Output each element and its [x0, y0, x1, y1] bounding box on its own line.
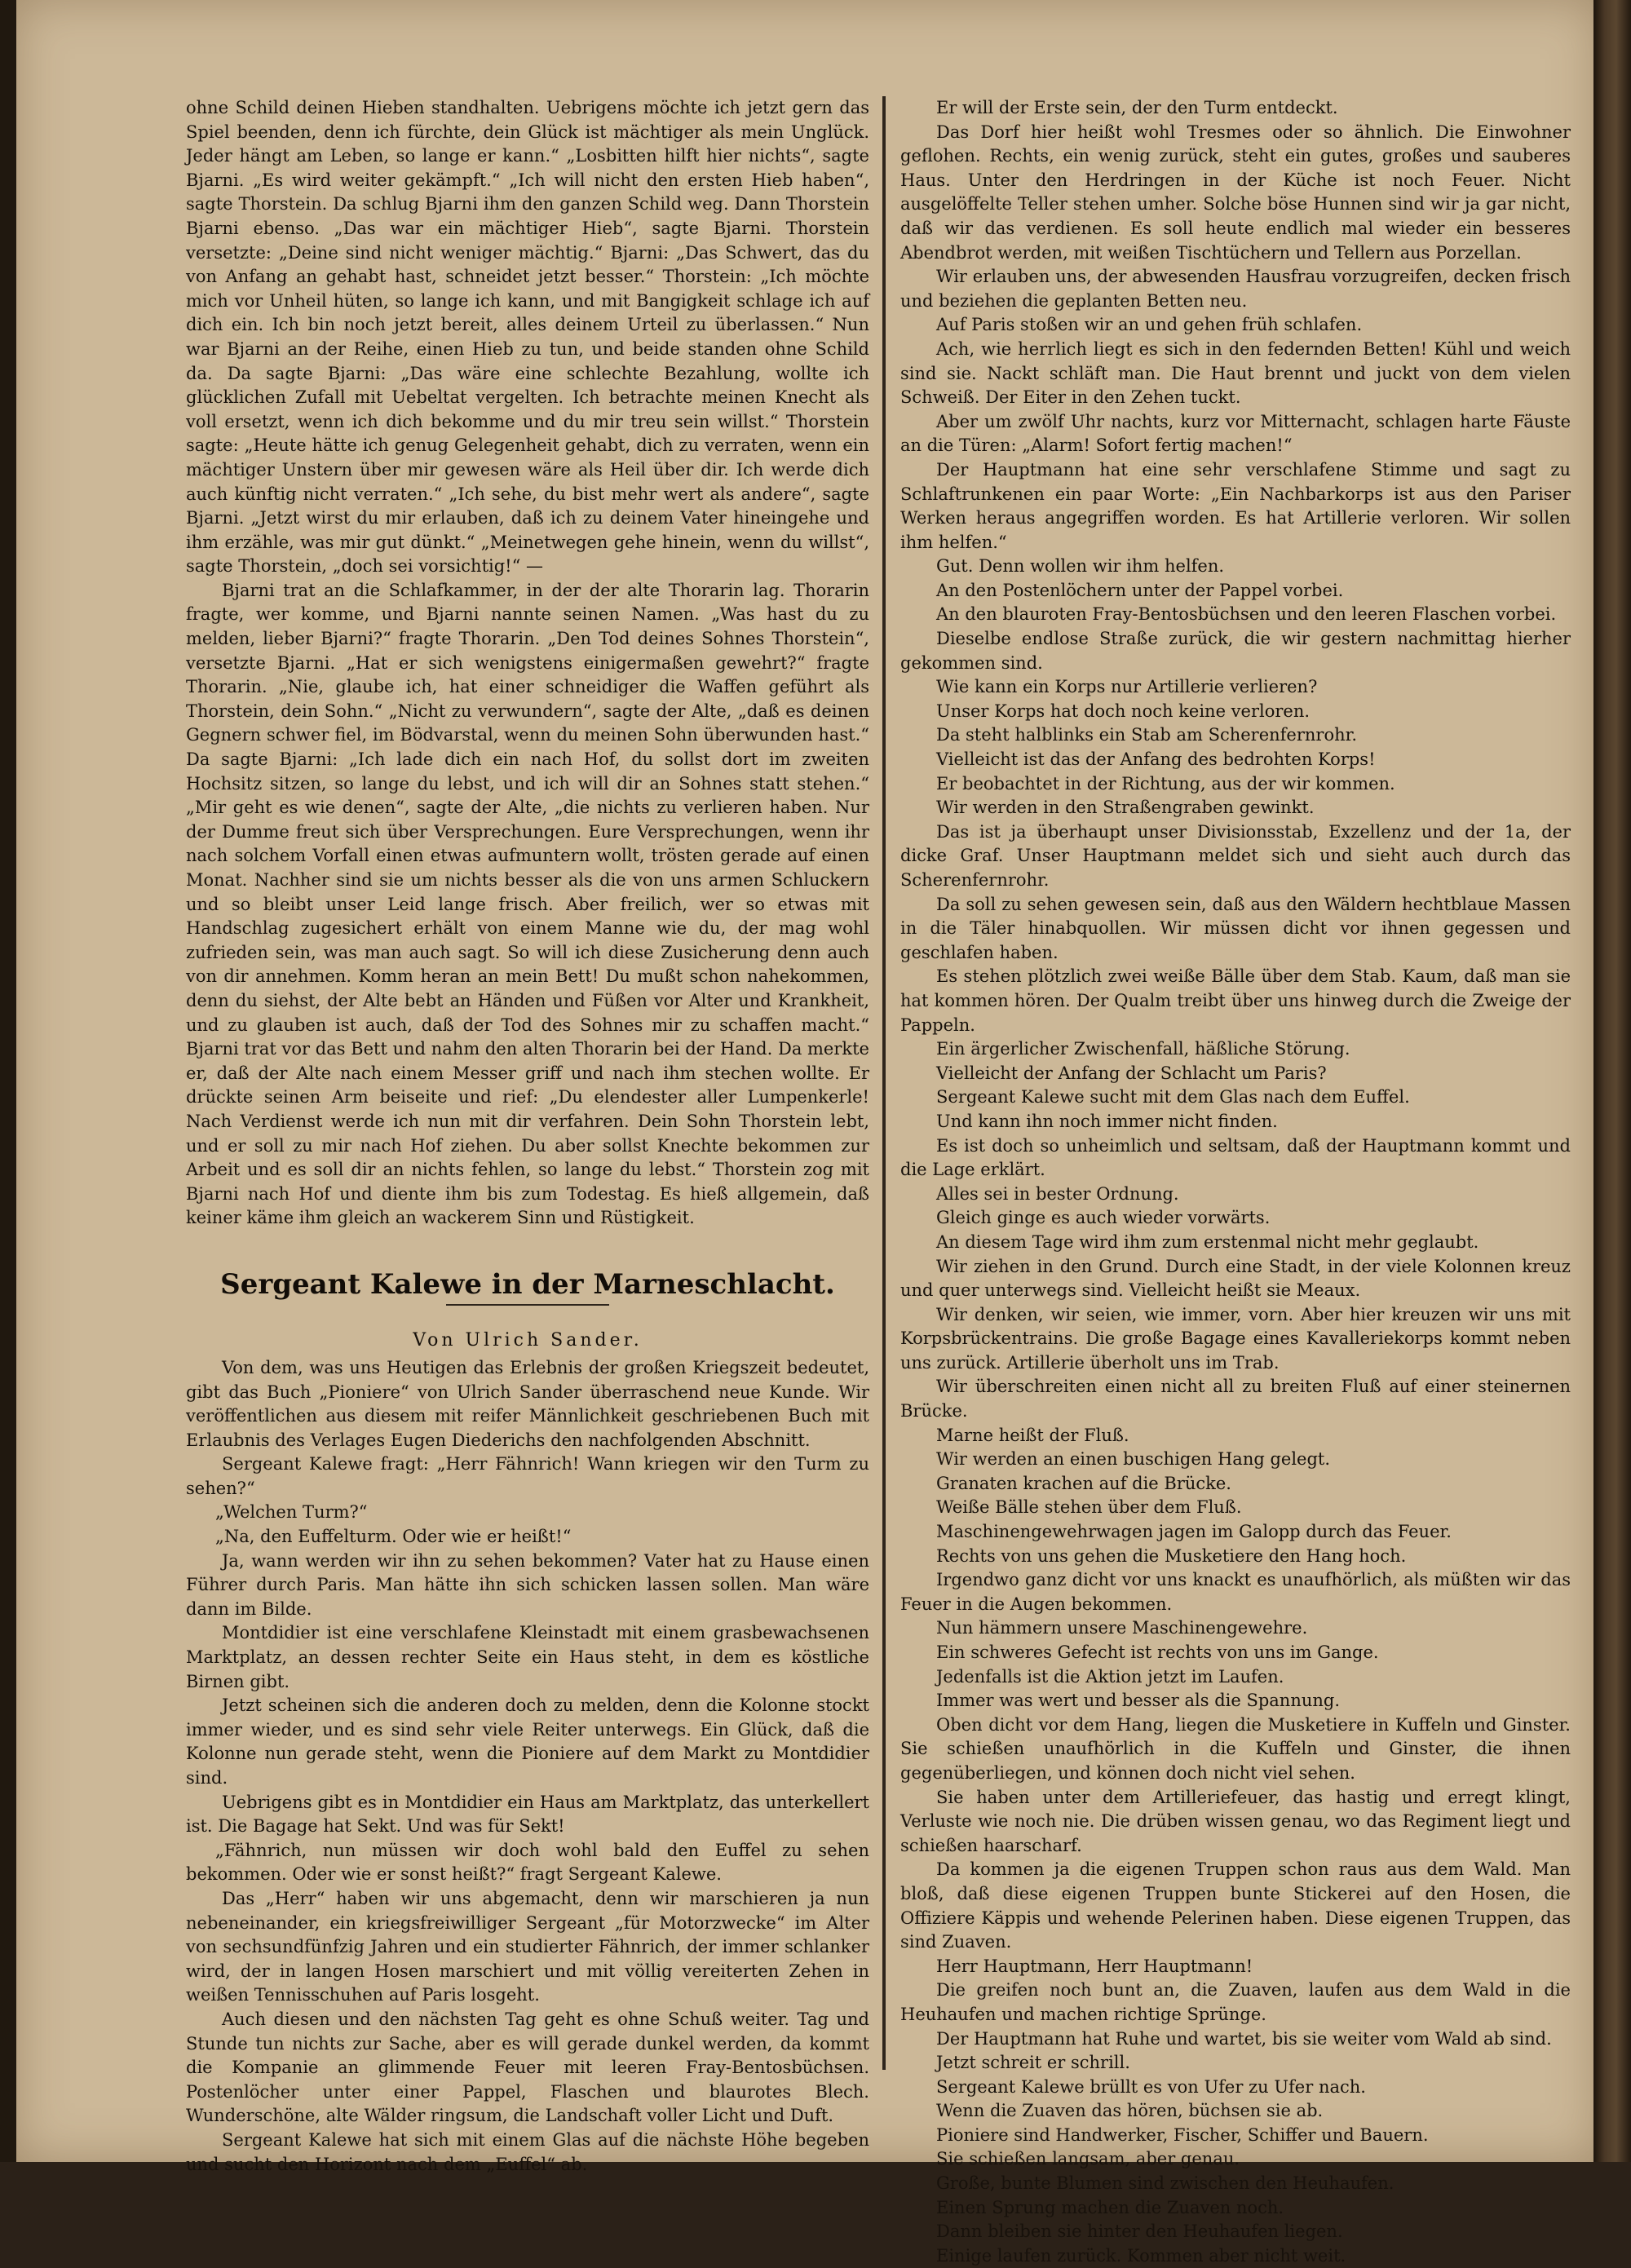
article-paragraph: Das „Herr“ haben wir uns abgemacht, denn wir marschieren ja nun nebeneinander, ein kriegsfreiwilliger Sergeant „für Motorzwecke“ im Alter von sechsundfünfzig Jahren und ein studierter Fähnrich, der immer schlanker wird, der in langen Hosen marschiert und mit völlig vereiterten Zehen in weißen Tennisschuhen auf Paris losgeht.: [186, 1888, 869, 2005]
article-paragraph: Sergeant Kalewe fragt: „Herr Fähnrich! Wann kriegen wir den Turm zu sehen?“: [186, 1454, 869, 1498]
article-paragraph: Das ist ja überhaupt unser Divisionsstab, Exzellenz und der 1a, der dicke Graf. Unser Hauptmann meldet sich und sieht auch durch das Scherenfernrohr.: [900, 821, 1571, 890]
article-paragraph: Maschinengewehrwagen jagen im Galopp durch das Feuer.: [936, 1522, 1452, 1542]
article-paragraph: Irgendwo ganz dicht vor uns knackt es unaufhörlich, als müßten wir das Feuer in die Augen bekommen.: [900, 1570, 1571, 1614]
article-paragraph: Es stehen plötzlich zwei weiße Bälle über dem Stab. Kaum, daß man sie hat kommen hören. Der Qualm treibt über uns hinweg durch die Zweige der Pappeln.: [900, 966, 1571, 1035]
article-paragraph: Oben dicht vor dem Hang, liegen die Musketiere in Kuffeln und Ginster. Sie schießen unaufhörlich in die Kuffeln und Ginster, die ihnen gegenüberliegen, und können doch nicht viel sehen.: [900, 1714, 1571, 1783]
article-paragraph: Uebrigens gibt es in Montdidier ein Haus am Marktplatz, das unterkellert ist. Die Bagage hat Sekt. Und was für Sekt!: [186, 1792, 869, 1837]
article-title: Sergeant Kalewe in der Marneschlacht.: [220, 1267, 835, 1301]
article-paragraph: Gut. Denn wollen wir ihm helfen.: [936, 556, 1225, 577]
article-paragraph: Vielleicht der Anfang der Schlacht um Paris?: [936, 1063, 1327, 1083]
left-column: [186, 96, 869, 2177]
article-paragraph: Immer was wert und besser als die Spannung.: [936, 1691, 1341, 1711]
article-paragraph: Auf Paris stoßen wir an und gehen früh schlafen.: [936, 315, 1363, 335]
right-column: [900, 96, 1571, 2268]
article-paragraph: Jetzt scheinen sich die anderen doch zu melden, denn die Kolonne stockt immer wieder, und es sind sehr viele Reiter unterwegs. Ein Glück, daß die Kolonne nun gerade steht, wenn die Pioniere auf dem Markt zu Montdidier sind.: [186, 1695, 869, 1788]
article-paragraph: Unser Korps hat doch noch keine verloren.: [936, 701, 1311, 721]
article-paragraph: Ein schweres Gefecht ist rechts von uns im Gange.: [936, 1642, 1379, 1662]
article-paragraph: Einen Sprung machen die Zuaven noch.: [936, 2197, 1284, 2217]
article-paragraph: „Welchen Turm?“: [215, 1502, 368, 1523]
article-paragraph: Und kann ihn noch immer nicht finden.: [936, 1111, 1278, 1131]
article-paragraph: Es ist doch so unheimlich und seltsam, daß der Hauptmann kommt und die Lage erklärt.: [900, 1135, 1571, 1180]
article-paragraph: Auch diesen und den nächsten Tag geht es ohne Schuß weiter. Tag und Stunde tun nichts zur Sache, aber es will gerade dunkel werden, da kommt die Kompanie an glimmende Feuer mit leeren Fray-Bentosbüchsen. Postenlöcher unter einer Pappel, Flaschen und blaurotes Blech. Wunderschöne, alte Wälder ringsum, die Landschaft voller Licht und Duft.: [186, 2009, 869, 2126]
article-paragraph: Vielleicht ist das der Anfang des bedrohten Korps!: [936, 749, 1376, 770]
article-paragraph: Er beobachtet in der Richtung, aus der wir kommen.: [936, 773, 1395, 794]
article-paragraph: Sergeant Kalewe sucht mit dem Glas nach dem Euffel.: [936, 1087, 1410, 1107]
article-paragraph: Da kommen ja die eigenen Truppen schon raus aus dem Wald. Man bloß, daß diese eigenen Truppen bunte Stickerei auf den Hosen, die Offiziere Käppis und wehende Pelerinen haben. Diese eigenen Truppen, das sind Zuaven.: [900, 1859, 1571, 1952]
article-paragraph: Sergeant Kalewe brüllt es von Ufer zu Ufer nach.: [936, 2076, 1366, 2097]
article-paragraph: Da steht halblinks ein Stab am Scherenfernrohr.: [936, 725, 1358, 745]
article-paragraph: Ach, wie herrlich liegt es sich in den federnden Betten! Kühl und weich sind sie. Nackt schläft man. Die Haut brennt und juckt von dem vielen Schweiß. Der Eiter in den Zehen tuckt.: [900, 338, 1571, 408]
article-paragraph: Wie kann ein Korps nur Artillerie verlieren?: [936, 677, 1318, 697]
article-paragraph: Aber um zwölf Uhr nachts, kurz vor Mitternacht, schlagen harte Fäuste an die Türen: „Alarm! Sofort fertig machen!“: [900, 411, 1571, 456]
article-paragraph: Das Dorf hier heißt wohl Tresmes oder so ähnlich. Die Einwohner geflohen. Rechts, ein wenig zurück, steht ein gutes, großes und sauberes Haus. Unter den Herdringen in der Küche ist noch Feuer. Nicht ausgelöffelte Teller stehen umher. Solche böse Hunnen sind wir ja gar nicht, daß wir das verdienen. Es soll heute endlich mal wieder ein besseres Abendbrot werden, mit weißen Tischtüchern und Tellern aus Porzellan.: [900, 122, 1571, 263]
article-paragraph: Wenn die Zuaven das hören, büchsen sie ab.: [936, 2101, 1324, 2121]
article-paragraph: Der Hauptmann hat eine sehr verschlafene Stimme und sagt zu Schlaftrunkenen ein paar Worte: „Ein Nachbarkorps ist aus den Pariser Werken heraus angegriffen worden. Es hat Artillerie verloren. Wir sollen ihm helfen.“: [900, 459, 1571, 552]
article-paragraph: Wir denken, wir seien, wie immer, vorn. Aber hier kreuzen wir uns mit Korpsbrückentrains. Die große Bagage eines Kavalleriekorps kommt neben uns zurück. Artillerie überholt uns im Trab.: [900, 1304, 1571, 1373]
article-paragraph: Große, bunte Blumen sind zwischen den Heuhaufen.: [936, 2173, 1395, 2194]
article-paragraph: Dieselbe endlose Straße zurück, die wir gestern nachmittag hierher gekommen sind.: [900, 629, 1571, 673]
article-paragraph: Sie schießen langsam, aber genau.: [936, 2149, 1240, 2169]
article-paragraph: Wir werden an einen buschigen Hang gelegt.: [936, 1449, 1331, 1470]
article-paragraph: Der Hauptmann hat Ruhe und wartet, bis sie weiter vom Wald ab sind.: [936, 2028, 1552, 2049]
article-paragraph: Wir werden in den Straßengraben gewinkt.: [936, 798, 1315, 818]
article-paragraph: „Na, den Euffelturm. Oder wie er heißt!“: [215, 1527, 572, 1547]
article-paragraph: Einige laufen zurück. Kommen aber nicht weit.: [936, 2245, 1346, 2266]
article-paragraph: Jetzt schreit er schrill.: [936, 2053, 1130, 2073]
article-paragraph: Jedenfalls ist die Aktion jetzt im Laufen.: [936, 1666, 1284, 1687]
book-binding: [1593, 0, 1631, 2162]
article-paragraph: Rechts von uns gehen die Musketiere den Hang hoch.: [936, 1545, 1407, 1566]
article-paragraph: Gleich ginge es auch wieder vorwärts.: [936, 1208, 1271, 1228]
article-paragraph: An den Postenlöchern unter der Pappel vorbei.: [936, 580, 1344, 600]
article-paragraph: An den blauroten Fray-Bentosbüchsen und den leeren Flaschen vorbei.: [936, 604, 1557, 625]
article-paragraph: Sie haben unter dem Artilleriefeuer, das hastig und erregt klingt, Verluste wie noch nie. Die drüben wissen genau, wo das Regiment liegt und schießen haarscharf.: [900, 1787, 1571, 1855]
article-paragraph: „Fähnrich, nun müssen wir doch wohl bald den Euffel zu sehen bekommen. Oder wie er sonst heißt?“ fragt Sergeant Kalewe.: [186, 1840, 869, 1885]
article-paragraph: Wir überschreiten einen nicht all zu breiten Fluß auf einer steinernen Brücke.: [900, 1377, 1571, 1421]
story-paragraph: ohne Schild deinen Hieben standhalten. Uebrigens möchte ich jetzt gern das Spiel beenden, denn ich fürchte, dein Glück ist mächtiger als mein Unglück. Jeder hängt am Leben, so lange er kann.“ „Losbitten hilft hier nichts“, sagte Bjarni. „Es wird weiter gekämpft.“ „Ich will nicht den ersten Hieb haben“, sagte Thorstein. Da schlug Bjarni ihm den ganzen Schild weg. Dann Thorstein Bjarni ebenso. „Das war ein mächtiger Hieb“, sagte Bjarni. Thorstein versetzte: „Deine sind nicht weniger mächtig.“ Bjarni: „Das Schwert, das du von Anfang an gehabt hast, schneidet jetzt besser.“ Thorstein: „Ich möchte mich vor Unheil hüten, so lange ich kann, und mit Bangigkeit schlage ich auf dich ein. Ich bin noch jetzt bereit, alles deinem Urteil zu überlassen.“ Nun war Bjarni an der Reihe, einen Hieb zu tun, und beide standen ohne Schild da. Da sagte Bjarni: „Das wäre eine schlechte Bezahlung, wollte ich glücklichen Zufall mit Uebeltat vergelten. Ich betrachte meinen Knecht als voll ersetzt, wenn ich dich bekomme und du mir treu sein willst.“ Thorstein sagte: „Heute hätte ich genug Gelegenheit gehabt, dich zu verraten, wenn ein mächtiger Unstern über mir gewesen wäre als Heil über dir. Ich werde dich auch künftig nicht verraten.“ „Ich sehe, du bist mehr wert als andere“, sagte Bjarni. „Jetzt wirst du mir erlauben, daß ich zu deinem Vater hineingehe und ihm erzähle, was mir gut dünkt.“ „Meinetwegen gehe hinein, wenn du willst“, sagte Thorstein, „doch sei vorsichtig!“ —: [186, 98, 869, 577]
article-paragraph: Herr Hauptmann, Herr Hauptmann!: [936, 1956, 1253, 1976]
title-rule: [446, 1304, 609, 1306]
article-paragraph: Wir erlauben uns, der abwesenden Hausfrau vorzugreifen, decken frisch und beziehen die geplanten Betten neu.: [900, 267, 1571, 311]
article-paragraph: Sergeant Kalewe hat sich mit einem Glas auf die nächste Höhe begeben und sucht den Horizont nach dem „Euffel“ ab.: [186, 2129, 869, 2174]
article-intro: Von dem, was uns Heutigen das Erlebnis der großen Kriegszeit bedeutet, gibt das Buch „Pioniere“ von Ulrich Sander überraschend neue Kunde. Wir veröffentlichen aus diesem mit reifer Männlichkeit geschriebenen Buch mit Erlaubnis des Verlages Eugen Diederichs den nachfolgenden Abschnitt.: [186, 1357, 869, 1450]
article-paragraph: Die greifen noch bunt an, die Zuaven, laufen aus dem Wald in die Heuhaufen und machen richtige Sprünge.: [900, 1980, 1571, 2024]
article-paragraph: Weiße Bälle stehen über dem Fluß.: [936, 1497, 1242, 1518]
article-paragraph: Marne heißt der Fluß.: [936, 1425, 1129, 1445]
article-paragraph: Montdidier ist eine verschlafene Kleinstadt mit einem grasbewachsenen Marktplatz, an dessen rechter Seite ein Haus steht, in dem es köstliche Birnen gibt.: [186, 1623, 869, 1691]
article-paragraph: Wir ziehen in den Grund. Durch eine Stadt, in der viele Kolonnen kreuz und quer unterwegs sind. Vielleicht heißt sie Meaux.: [900, 1256, 1571, 1301]
article-byline: Von Ulrich Sander.: [413, 1329, 643, 1351]
article-paragraph: An diesem Tage wird ihm zum erstenmal nicht mehr geglaubt.: [936, 1231, 1479, 1252]
article-paragraph: Er will der Erste sein, der den Turm entdeckt.: [936, 98, 1338, 117]
article-paragraph: Ja, wann werden wir ihn zu sehen bekommen? Vater hat zu Hause einen Führer durch Paris. Man hätte ihn sich schicken lassen sollen. Man wäre dann im Bilde.: [186, 1550, 869, 1619]
column-divider: [882, 96, 886, 2070]
article-paragraph: Nun hämmern unsere Maschinengewehre.: [936, 1618, 1308, 1638]
article-paragraph: Ein ärgerlicher Zwischenfall, häßliche Störung.: [936, 1039, 1350, 1059]
story-paragraph: Bjarni trat an die Schlafkammer, in der der alte Thorarin lag. Thorarin fragte, wer komme, und Bjarni nannte seinen Namen. „Was hast du zu melden, lieber Bjarni?“ fragte Thorarin. „Den Tod deines Sohnes Thorstein“, versetzte Bjarni. „Hat er sich wenigstens einigermaßen gewehrt?“ fragte Thorarin. „Nie, glaube ich, hat einer schneidiger die Waffen geführt als Thorstein, dein Sohn.“ „Nicht zu verwundern“, sagte der Alte, „daß es deinen Gegnern schwer fiel, im Bödvarstal, wenn du meinen Sohn überwunden hast.“ Da sagte Bjarni: „Ich lade dich ein nach Hof, du sollst dort im zweiten Hochsitz sitzen, so lange du lebst, und ich will dir an Sohnes statt stehen.“ „Mir geht es wie denen“, sagte der Alte, „die nichts zu verlieren haben. Nur der Dumme freut sich über Versprechungen. Eure Versprechungen, wenn ihr nach solchem Vorfall einen etwas aufmuntern wollt, trösten gerade auf einen Monat. Nachher sind sie um nichts besser als die von uns armen Schluckern und so bleibt unser Leid lange frisch. Aber freilich, wer so etwas mit Handschlag zugesichert erhält von einem Manne wie du, der mag wohl zufrieden sein, was man auch sagt. So will ich diese Zusicherung denn auch von dir annehmen. Komm heran an mein Bett! Du mußt schon nahekommen, denn du siehst, der Alte bebt an Händen und Füßen vor Alter und Krankheit, und zu glauben ist auch, daß der Tod des Sohnes mir zu schaffen macht.“ Bjarni trat vor das Bett und nahm den alten Thorarin bei der Hand. Da merkte er, daß der Alte nach einem Messer griff und nach ihm stechen wollte. Er drückte seinen Arm beiseite und rief: „Du elendester aller Lumpenkerle! Nach Verdienst werde ich nun mit dir verfahren. Dein Sohn Thorstein lebt, und er soll zu mir nach Hof ziehen. Du aber sollst Knechte bekommen zur Arbeit und es soll dir an nichts fehlen, so lange du lebst.“ Thorstein zog mit Bjarni nach Hof und diente ihm bis zum Todestag. Es hieß allgemein, daß keiner käme ihm gleich an wackerem Sinn und Rüstigkeit.: [186, 580, 869, 1228]
article-paragraph: Da soll zu sehen gewesen sein, daß aus den Wäldern hechtblaue Massen in die Täler hinabquollen. Wir müssen dicht vor ihnen gegessen und geschlafen haben.: [900, 894, 1571, 962]
article-paragraph: Alles sei in bester Ordnung.: [936, 1183, 1179, 1204]
article-paragraph: Dann bleiben sie hinter den Heuhaufen liegen.: [936, 2222, 1343, 2242]
article-paragraph: Pioniere sind Handwerker, Fischer, Schiffer und Bauern.: [936, 2124, 1429, 2145]
article-paragraph: Granaten krachen auf die Brücke.: [936, 1473, 1231, 1493]
